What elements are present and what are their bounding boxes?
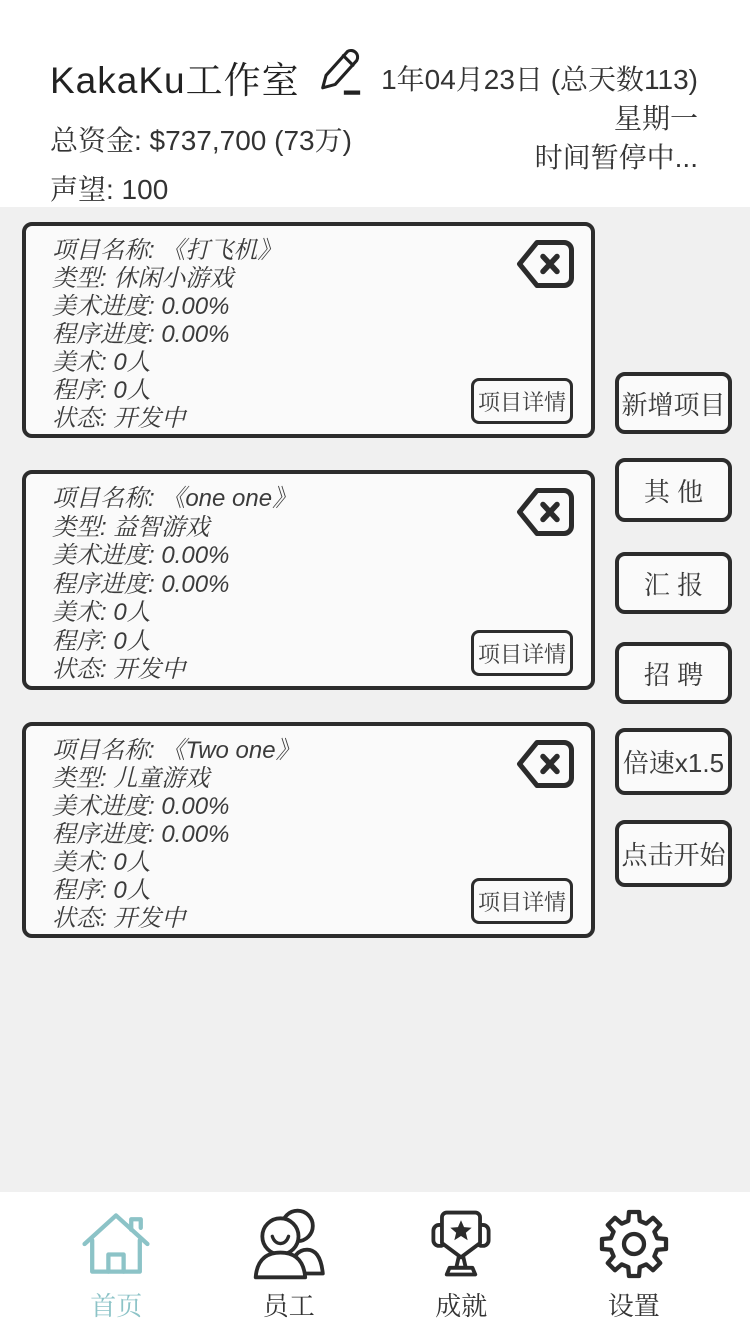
header <box>0 0 750 207</box>
project-card <box>22 722 595 938</box>
tab-employees[interactable] <box>203 1204 376 1334</box>
edit-studio-name-button[interactable] <box>316 44 364 98</box>
header-right-block <box>381 60 698 177</box>
recruit-button[interactable]: 招 聘 <box>615 642 732 704</box>
delete-project-button[interactable] <box>515 486 577 538</box>
program-progress-line: 程序进度: 0.00% <box>52 821 230 848</box>
program-progress-line: 程序进度: 0.00% <box>52 570 230 598</box>
artists-count-line: 美术: 0人 <box>52 849 151 876</box>
project-type-line: 类型: 益智游戏 <box>52 513 210 541</box>
status-line: 状态: 开发中 <box>52 405 186 432</box>
project-card <box>22 222 595 438</box>
gear-icon <box>594 1204 674 1284</box>
add-project-button[interactable]: 新增项目 <box>615 372 732 434</box>
trophy-icon <box>421 1204 501 1284</box>
total-funds: 总资金: $737,700 (73万) <box>50 125 352 156</box>
project-type-line: 类型: 儿童游戏 <box>52 765 210 792</box>
art-progress-line: 美术进度: 0.00% <box>52 542 230 569</box>
delete-project-button[interactable] <box>515 738 577 790</box>
artists-count-line: 美术: 0人 <box>52 349 151 376</box>
project-card <box>22 470 595 690</box>
project-detail-button[interactable]: 项目详情 <box>471 878 573 924</box>
status-line: 状态: 开发中 <box>52 905 186 932</box>
tab-achievements[interactable] <box>375 1204 548 1334</box>
programmers-count-line: 程序: 0人 <box>52 877 151 904</box>
game-date: 1年04月23日 (总天数113) <box>381 64 698 95</box>
home-icon <box>76 1204 156 1284</box>
reputation: 声望: 100 <box>50 174 169 205</box>
other-button[interactable]: 其 他 <box>615 458 732 522</box>
artists-count-line: 美术: 0人 <box>52 599 151 626</box>
tab-label: 设置 <box>607 1291 660 1321</box>
time-status: 时间暂停中... <box>534 142 698 173</box>
studio-title: KakaKu工作室 <box>50 60 300 101</box>
programmers-count-line: 程序: 0人 <box>52 377 151 404</box>
tab-label: 成就 <box>435 1291 488 1321</box>
project-detail-button[interactable]: 项目详情 <box>471 378 573 424</box>
weekday: 星期一 <box>613 103 698 134</box>
start-button[interactable]: 点击开始 <box>615 820 732 887</box>
project-name-line: 项目名称: 《one one》 <box>52 485 297 512</box>
project-detail-button[interactable]: 项目详情 <box>471 630 573 676</box>
program-progress-line: 程序进度: 0.00% <box>52 321 230 348</box>
project-name-line: 项目名称: 《Two one》 <box>52 737 300 764</box>
tab-label: 首页 <box>90 1291 143 1321</box>
bottom-tab-bar <box>0 1192 750 1334</box>
backspace-x-icon <box>515 778 577 793</box>
people-icon <box>249 1204 329 1284</box>
tab-label: 员工 <box>262 1291 315 1321</box>
programmers-count-line: 程序: 0人 <box>52 627 151 655</box>
report-button[interactable]: 汇 报 <box>615 552 732 614</box>
backspace-x-icon <box>515 526 577 541</box>
speed-toggle-button[interactable]: 倍速x1.5 <box>615 728 732 795</box>
header-left-block <box>50 50 364 208</box>
art-progress-line: 美术进度: 0.00% <box>52 793 230 820</box>
pencil-icon <box>316 86 364 101</box>
project-name-line: 项目名称: 《打飞机》 <box>52 237 282 264</box>
tab-home[interactable] <box>30 1204 203 1334</box>
project-type-line: 类型: 休闲小游戏 <box>52 265 234 292</box>
delete-project-button[interactable] <box>515 238 577 290</box>
backspace-x-icon <box>515 278 577 293</box>
status-line: 状态: 开发中 <box>52 656 186 683</box>
art-progress-line: 美术进度: 0.00% <box>52 293 230 320</box>
tab-settings[interactable] <box>548 1204 721 1334</box>
